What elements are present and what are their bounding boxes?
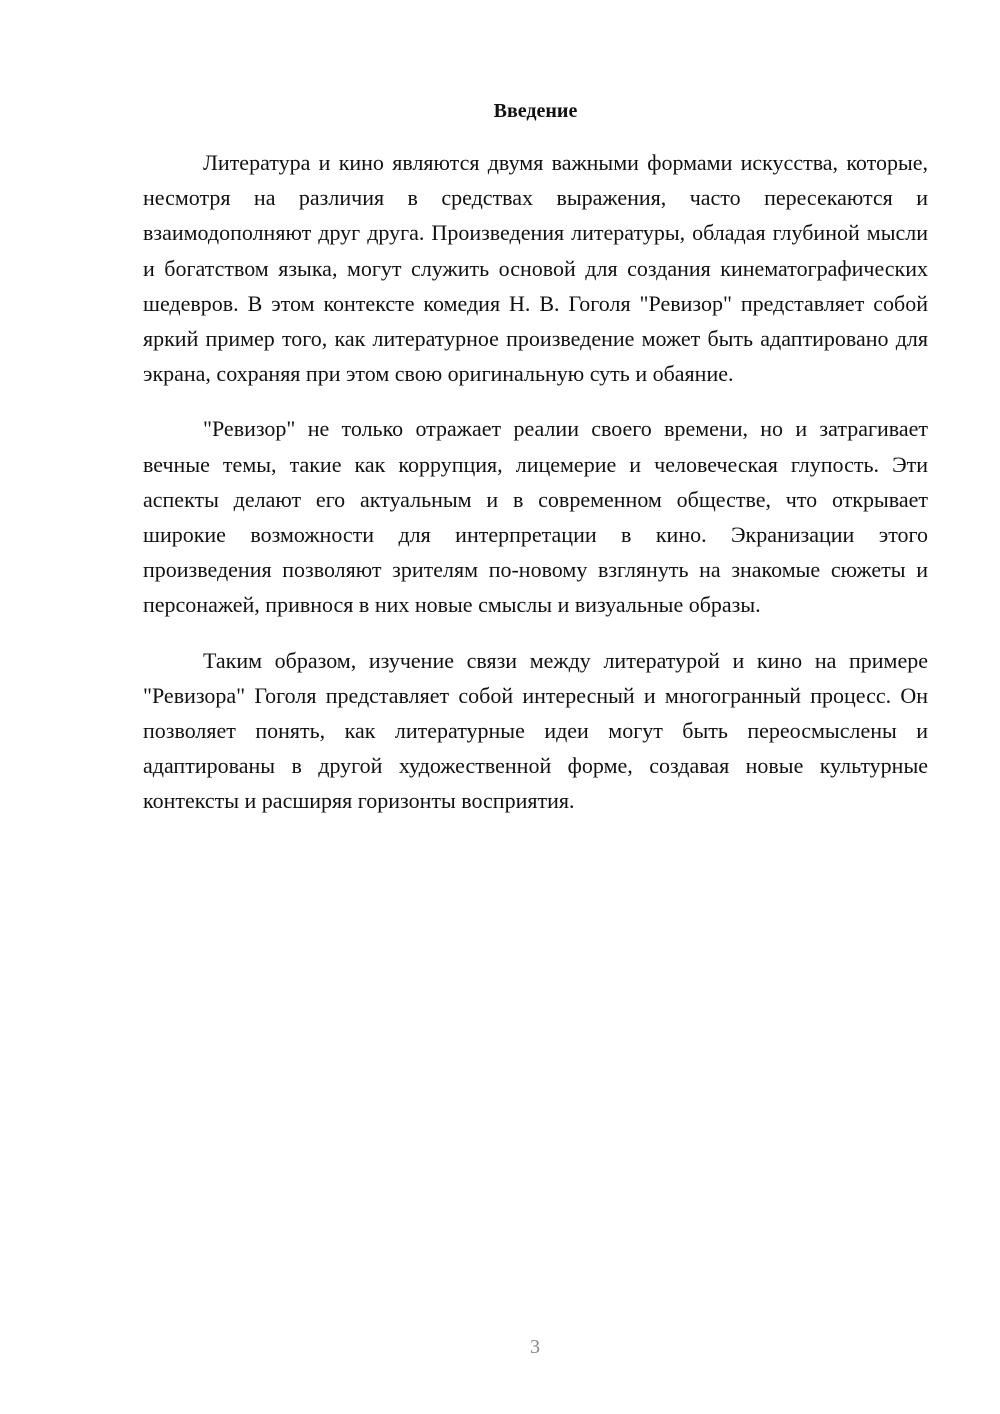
page-number: 3 [530,1336,540,1358]
paragraph-3: Таким образом, изучение связи между литературой и кино на примере "Ревизора" Гоголя представляет собой интересный и многогранный процесс. Он позволяет понять, как литературные идеи могут быть переосмыслены и адаптированы в другой художественной форме, создавая новые культурные контексты и расширяя горизонты восприятия. [143,647,928,814]
body-text [143,145,928,839]
paragraph-2: "Ревизор" не только отражает реалии своего времени, но и затрагивает вечные темы, такие как коррупция, лицемерие и человеческая глупость. Эти аспекты делают его актуальным и в современном обществе, что открывает широкие возможности для интерпретации в кино. Экранизации этого произведения позволяют зрителям по-новому взглянуть на знакомые сюжеты и персонажей, привнося в них новые смыслы и визуальные образы. [143,416,928,618]
paragraph-1: Литература и кино являются двумя важными формами искусства, которые, несмотря на различия в средствах выражения, часто пересекаются и взаимодополняют друг друга. Произведения литературы, обладая глубиной мысли и богатством языка, могут служить основой для создания кинематографических шедевров. В этом контексте комедия Н. В. Гоголя "Ревизор" представляет собой яркий пример того, как литературное произведение может быть адаптировано для экрана, сохраняя при этом свою оригинальную суть и обаяние. [143,150,928,387]
section-heading: Введение [493,100,578,122]
